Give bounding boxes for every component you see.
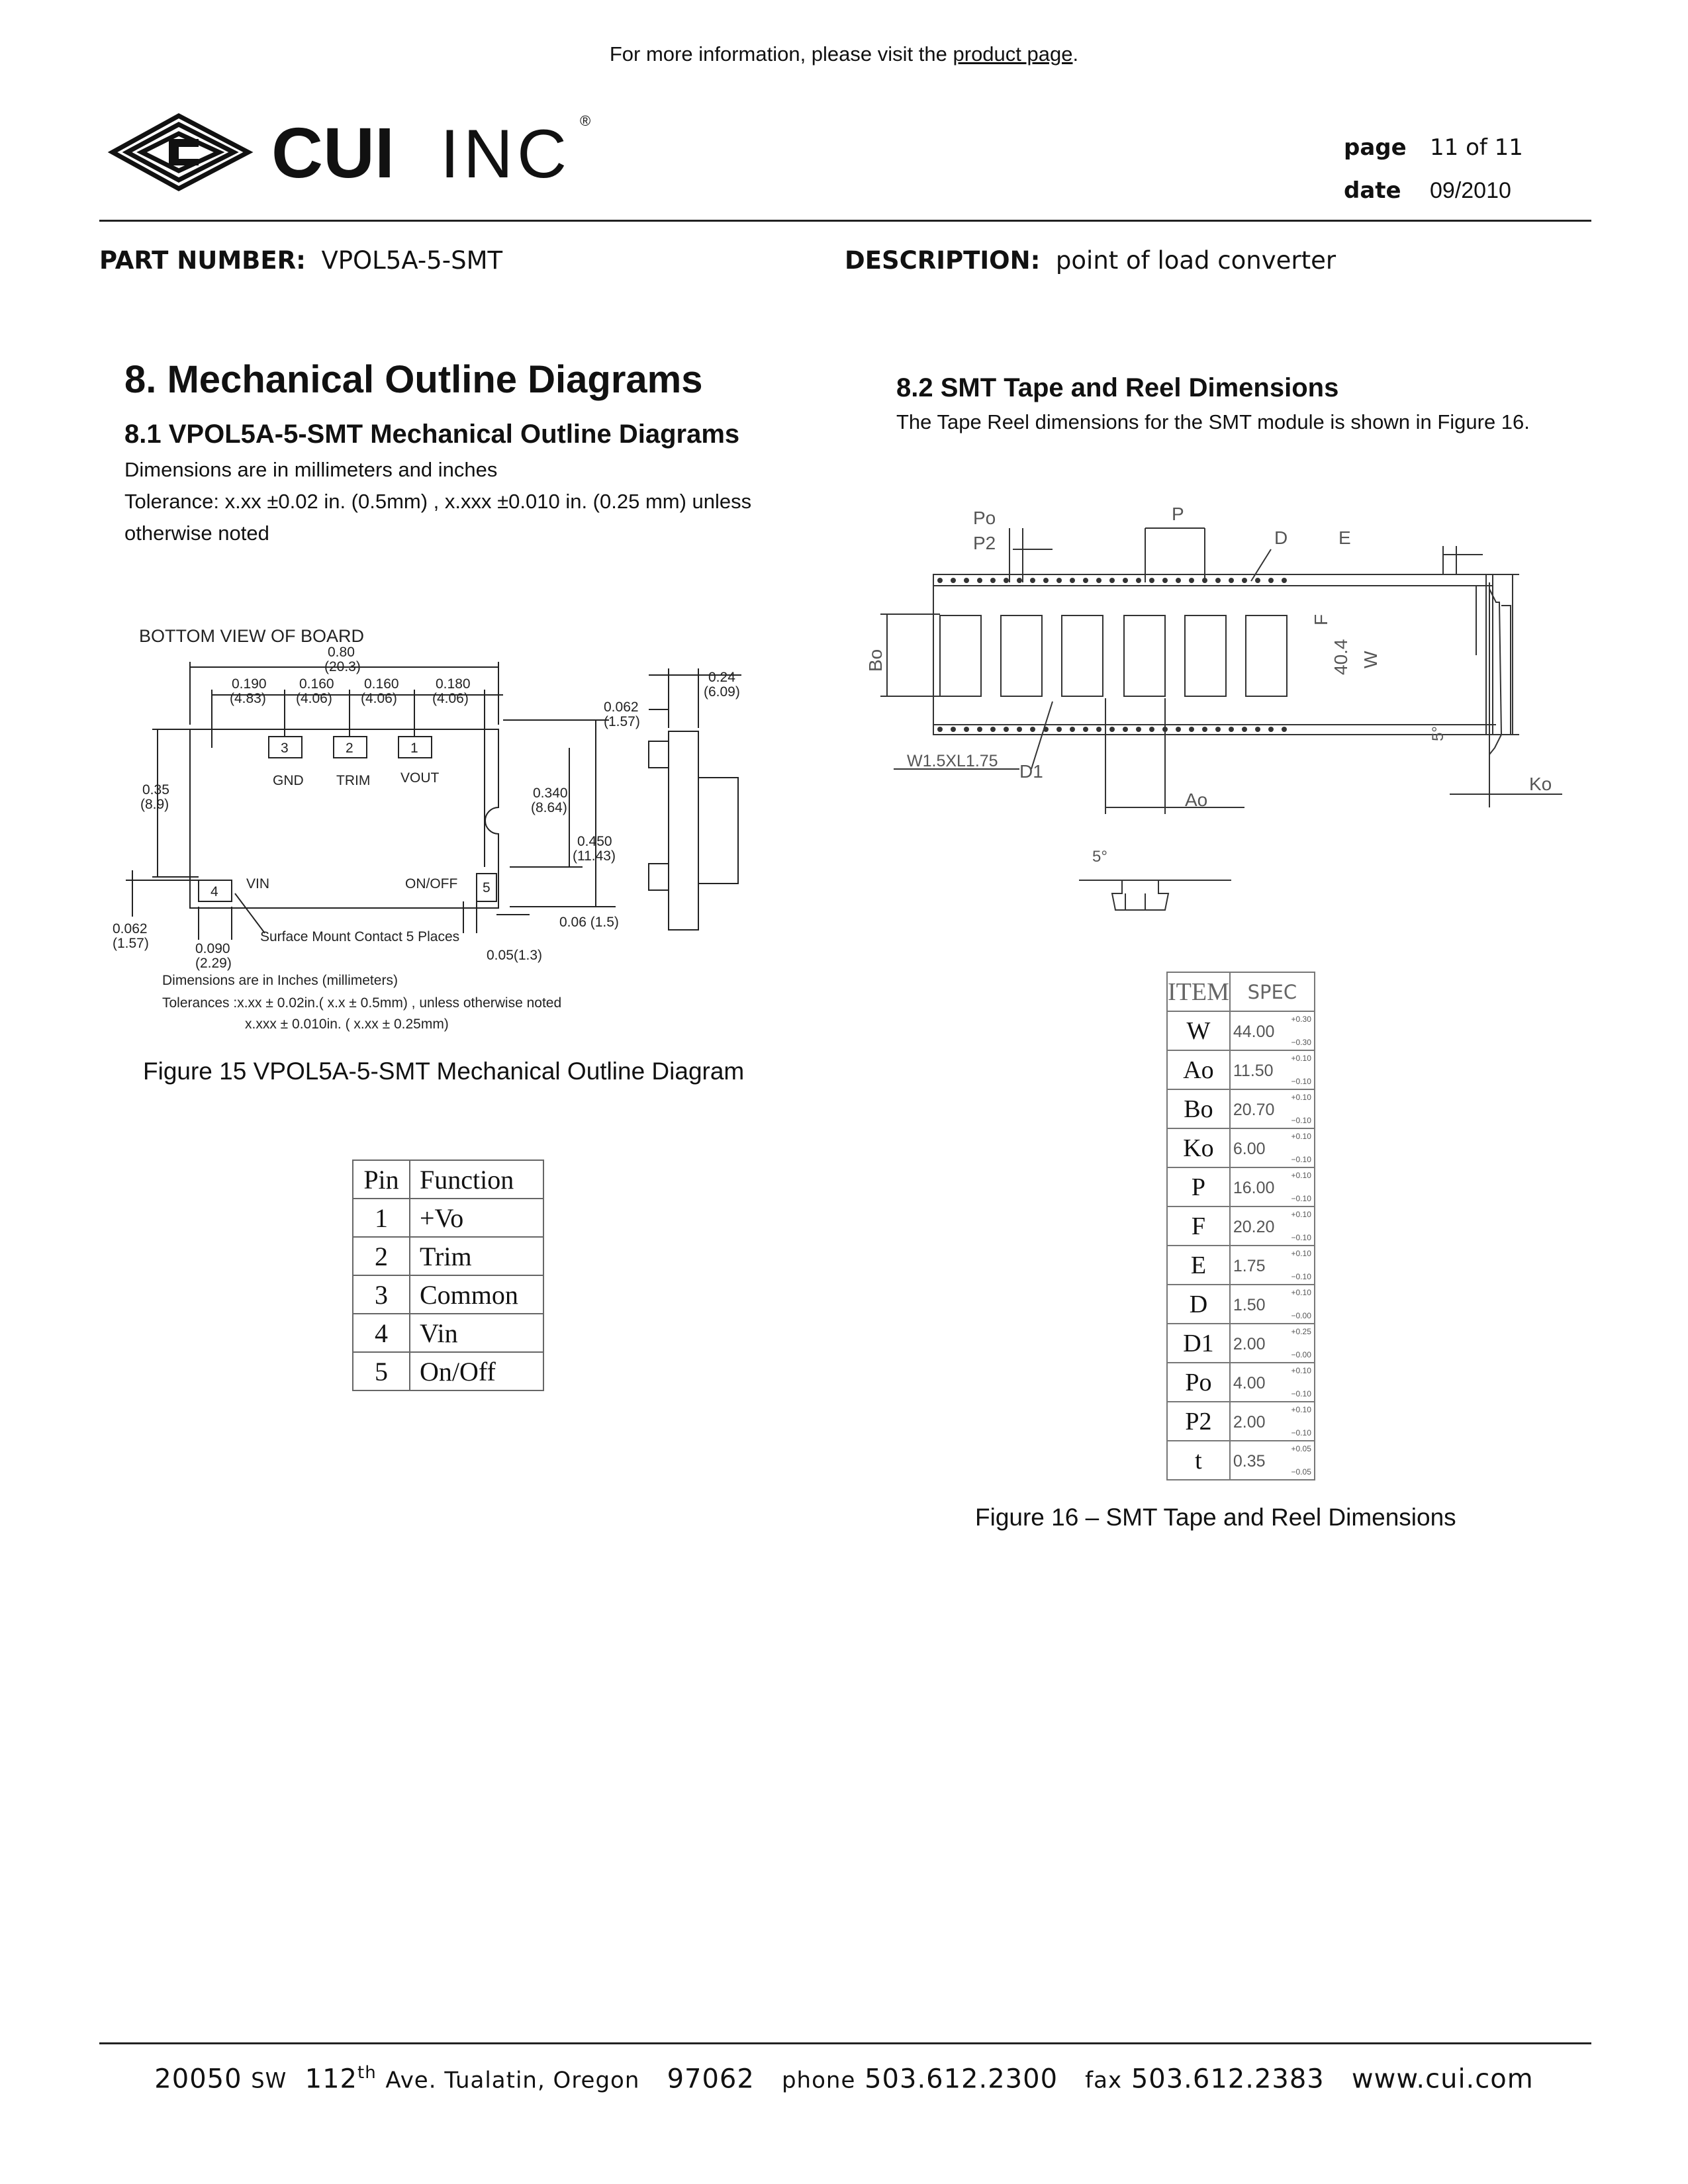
dim-label: 0.062	[113, 921, 148, 936]
table-cell: Trim	[410, 1237, 543, 1275]
spec-item: Ao	[1167, 1050, 1230, 1089]
spec-tol-plus: +0.30	[1291, 1015, 1311, 1024]
dim-label: 0.05(1.3)	[487, 948, 543, 963]
tape-spec-table	[1166, 972, 1315, 1480]
footer-street-dir: SW	[251, 2068, 287, 2093]
section-8-2-title: 8.2 SMT Tape and Reel Dimensions	[896, 373, 1339, 402]
spec-value: 2.00	[1233, 1413, 1266, 1432]
pin-number: 5	[483, 880, 491, 895]
tape-dim-label: 5°	[1429, 726, 1447, 741]
spec-value: 4.00	[1233, 1374, 1266, 1392]
mechanical-outline-diagram	[106, 615, 801, 1046]
spec-tol-plus: +0.10	[1291, 1171, 1311, 1180]
spec-value: 6.00	[1233, 1140, 1266, 1158]
spec-item: P2	[1167, 1402, 1230, 1441]
spec-item: Ko	[1167, 1128, 1230, 1167]
table-cell: 4	[353, 1314, 410, 1352]
spec-tol-minus: −0.10	[1291, 1116, 1311, 1125]
table-header: SPEC	[1230, 972, 1315, 1011]
footer-city: Ave. Tualatin, Oregon	[385, 2067, 640, 2094]
table-header-row	[353, 1160, 543, 1199]
spec-tol-minus: −0.10	[1291, 1077, 1311, 1086]
table-cell: Common	[410, 1275, 543, 1314]
table-header: Function	[410, 1160, 543, 1199]
pin-label-trim: TRIM	[336, 773, 371, 788]
dim-label: 0.160	[299, 676, 334, 692]
spec-tol-minus: −0.10	[1291, 1194, 1311, 1203]
dim-label: (4.06)	[296, 691, 332, 706]
spec-tol-plus: +0.10	[1291, 1405, 1311, 1414]
spec-value-cell	[1230, 1441, 1315, 1480]
spec-item: t	[1167, 1441, 1230, 1480]
footer-street-number: 20050	[154, 2064, 242, 2095]
figure-16-caption: Figure 16 – SMT Tape and Reel Dimensions	[975, 1504, 1456, 1531]
spec-tol-minus: −0.10	[1291, 1155, 1311, 1164]
description-value: point of load converter	[1055, 246, 1336, 275]
spec-value-cell	[1230, 1128, 1315, 1167]
section-title: 8. Mechanical Outline Diagrams	[124, 358, 703, 401]
tape-dim-label: W	[1360, 651, 1381, 668]
spec-tol-plus: +0.10	[1291, 1366, 1311, 1375]
spec-value-cell	[1230, 1050, 1315, 1089]
spec-value: 1.75	[1233, 1257, 1266, 1275]
dim-label: (8.64)	[531, 800, 567, 815]
spec-value: 11.50	[1233, 1062, 1274, 1080]
dim-label: (1.57)	[604, 714, 640, 729]
spec-item: P	[1167, 1167, 1230, 1206]
spec-value-cell	[1230, 1363, 1315, 1402]
table-cell: On/Off	[410, 1352, 543, 1390]
section-8-1-title: 8.1 VPOL5A-5-SMT Mechanical Outline Diagrams	[124, 420, 740, 449]
section-8-2-text: The Tape Reel dimensions for the SMT module is shown in Figure 16.	[896, 410, 1530, 433]
table-row	[1167, 1246, 1315, 1285]
spec-item: D	[1167, 1285, 1230, 1324]
page-date	[1344, 177, 1511, 204]
dim-label: (1.57)	[113, 936, 149, 951]
cui-logo	[106, 99, 596, 205]
dim-label: 0.35	[142, 782, 169, 797]
dim-label: 0.06 (1.5)	[559, 915, 619, 930]
tape-dim-label: W1.5XL1.75	[907, 752, 998, 770]
spec-tol-plus: +0.10	[1291, 1093, 1311, 1102]
footer-phone: 503.612.2300	[865, 2064, 1058, 2095]
tape-dim-label: 5°	[1092, 848, 1107, 866]
footer-fax: 503.612.2383	[1131, 2064, 1325, 2095]
spec-item: W	[1167, 1011, 1230, 1050]
dim-label: (11.43)	[573, 848, 616, 864]
tape-outline	[933, 574, 1493, 735]
spec-tol-minus: −0.10	[1291, 1233, 1311, 1242]
spec-tol-plus: +0.05	[1291, 1444, 1311, 1453]
dim-label: (2.29)	[195, 956, 232, 971]
spec-value-cell	[1230, 1285, 1315, 1324]
footer-sup: th	[357, 2063, 377, 2083]
dim-label: 0.160	[364, 676, 399, 692]
product-info-banner	[0, 42, 1688, 66]
tape-dim-label: Po	[973, 508, 996, 528]
table-row	[353, 1275, 543, 1314]
spec-tol-plus: +0.10	[1291, 1132, 1311, 1141]
spec-tol-minus: −0.00	[1291, 1311, 1311, 1320]
table-row	[1167, 1050, 1315, 1089]
spec-value: 2.00	[1233, 1335, 1266, 1353]
table-row	[1167, 1285, 1315, 1324]
bottom-view-label: BOTTOM VIEW OF BOARD	[139, 626, 365, 646]
pin-number: 3	[281, 741, 289, 756]
tape-dim-label: D1	[1019, 761, 1043, 782]
table-row	[1167, 1128, 1315, 1167]
surface-mount-note: Surface Mount Contact 5 Places	[260, 929, 460, 944]
tape-dim-label: P2	[973, 533, 996, 553]
spec-value-cell	[1230, 1324, 1315, 1363]
footer-website-link[interactable]: www.cui.com	[1351, 2064, 1534, 2095]
table-header-row	[1167, 972, 1315, 1011]
drawing-note: Dimensions are in Inches (millimeters)	[162, 973, 398, 988]
pin-label-gnd: GND	[273, 773, 304, 788]
dim-label: (4.83)	[230, 691, 266, 706]
tape-dim-label: Bo	[865, 649, 886, 672]
dim-label: (6.09)	[704, 684, 740, 700]
spec-tol-plus: +0.10	[1291, 1249, 1311, 1258]
cui-logo-mark	[106, 99, 596, 205]
dim-label: 0.24	[708, 670, 735, 685]
table-row	[1167, 1167, 1315, 1206]
spec-item: D1	[1167, 1324, 1230, 1363]
spec-tol-plus: +0.10	[1291, 1054, 1311, 1063]
spec-tol-plus: +0.10	[1291, 1210, 1311, 1219]
header-rule	[99, 220, 1591, 222]
pin-number: 2	[346, 741, 353, 756]
spec-value: 20.20	[1233, 1218, 1275, 1236]
table-cell: 5	[353, 1352, 410, 1390]
section-8-1-text	[124, 454, 751, 549]
table-cell: 2	[353, 1237, 410, 1275]
dim-label: 0.80	[328, 645, 355, 660]
table-cell: 1	[353, 1199, 410, 1237]
spec-value-cell	[1230, 1402, 1315, 1441]
table-cell: 3	[353, 1275, 410, 1314]
tape-dim-label: Ao	[1185, 790, 1208, 810]
spec-tol-plus: +0.10	[1291, 1288, 1311, 1297]
part-number	[99, 246, 502, 275]
part-number-label: PART NUMBER:	[99, 246, 306, 275]
table-row	[1167, 1402, 1315, 1441]
dimensions-note: Dimensions are in millimeters and inches	[124, 458, 498, 481]
logo-cui-text: CUI	[271, 113, 395, 193]
part-number-value: VPOL5A-5-SMT	[321, 246, 503, 275]
table-row	[1167, 1206, 1315, 1246]
table-row	[1167, 1441, 1315, 1480]
table-row	[1167, 1089, 1315, 1128]
dim-label: 0.190	[232, 676, 267, 692]
tape-dim-label: F	[1311, 614, 1331, 625]
page-number	[1344, 134, 1523, 161]
dim-label: 0.180	[436, 676, 471, 692]
figure-15-caption: Figure 15 VPOL5A-5-SMT Mechanical Outline Diagram	[143, 1058, 745, 1085]
description	[845, 246, 1336, 275]
table-row	[1167, 1324, 1315, 1363]
spec-item: E	[1167, 1246, 1230, 1285]
table-row	[353, 1237, 543, 1275]
table-header: Pin	[353, 1160, 410, 1199]
spec-value-cell	[1230, 1167, 1315, 1206]
pin-number: 4	[211, 884, 218, 899]
page-value: 11 of 11	[1430, 134, 1523, 161]
banner-text: For more information, please visit the	[609, 42, 947, 66]
dim-label: 0.090	[195, 941, 230, 956]
table-header: ITEM	[1167, 972, 1230, 1011]
table-row	[353, 1314, 543, 1352]
spec-value: 1.50	[1233, 1296, 1266, 1314]
spec-value: 44.00	[1233, 1023, 1275, 1041]
spec-tol-minus: −0.00	[1291, 1350, 1311, 1359]
pin-label-vin: VIN	[246, 876, 270, 891]
product-page-link[interactable]: product page	[953, 42, 1073, 66]
footer-street-num: 112	[305, 2064, 358, 2095]
drawing-note: Tolerances :x.xx ± 0.02in.( x.x ± 0.5mm) , unless otherwise noted	[162, 995, 562, 1011]
spec-tol-plus: +0.25	[1291, 1327, 1311, 1336]
tape-dim-label: 40.4	[1331, 639, 1351, 675]
spec-value: 20.70	[1233, 1101, 1275, 1119]
logo-inc-text: INC	[440, 116, 571, 193]
table-cell: +Vo	[410, 1199, 543, 1237]
description-label: DESCRIPTION:	[845, 246, 1041, 275]
pin-function-table	[352, 1160, 544, 1391]
dim-label: 0.450	[577, 834, 612, 849]
spec-item: F	[1167, 1206, 1230, 1246]
table-row	[1167, 1011, 1315, 1050]
tape-dim-label: E	[1338, 527, 1351, 548]
date-label: date	[1344, 177, 1401, 204]
table-cell: Vin	[410, 1314, 543, 1352]
registered-mark: ®	[580, 113, 591, 129]
dim-label: (8.9)	[140, 797, 169, 812]
dim-label: (20.3)	[324, 659, 361, 674]
spec-value: 16.00	[1233, 1179, 1275, 1197]
dim-label: (4.06)	[432, 691, 469, 706]
page-label: page	[1344, 134, 1407, 161]
footer-rule	[99, 2042, 1591, 2044]
spec-value-cell	[1230, 1206, 1315, 1246]
table-row	[1167, 1363, 1315, 1402]
footer-fax-label: fax	[1085, 2067, 1123, 2094]
drawing-note: x.xxx ± 0.010in. ( x.xx ± 0.25mm)	[245, 1017, 449, 1032]
table-row	[353, 1352, 543, 1390]
pin-label-onoff: ON/OFF	[405, 876, 458, 891]
tolerance-note: Tolerance: x.xx ±0.02 in. (0.5mm) , x.xxx ±0.010 in. (0.25 mm) unless	[124, 490, 752, 513]
footer-phone-label: phone	[781, 2067, 856, 2094]
spec-tol-minus: −0.30	[1291, 1038, 1311, 1047]
pin-label-vout: VOUT	[400, 770, 440, 786]
spec-value-cell	[1230, 1246, 1315, 1285]
spec-value-cell	[1230, 1011, 1315, 1050]
date-value: 09/2010	[1430, 178, 1511, 203]
tolerance-note-cont: otherwise noted	[124, 522, 269, 545]
table-row	[353, 1199, 543, 1237]
dim-label: (4.06)	[361, 691, 397, 706]
spec-tol-minus: −0.05	[1291, 1467, 1311, 1477]
spec-tol-minus: −0.10	[1291, 1428, 1311, 1437]
tape-dim-label: D	[1274, 527, 1288, 548]
spec-item: Bo	[1167, 1089, 1230, 1128]
tape-reel-diagram	[861, 496, 1609, 920]
tape-dim-label: P	[1172, 504, 1184, 524]
banner-suffix: .	[1072, 42, 1079, 66]
footer-address	[0, 2063, 1688, 2094]
tape-dim-label: Ko	[1529, 774, 1552, 794]
spec-value-cell	[1230, 1089, 1315, 1128]
dim-label: 0.062	[604, 700, 639, 715]
spec-tol-minus: −0.10	[1291, 1272, 1311, 1281]
dim-label: 0.340	[533, 786, 568, 801]
spec-item: Po	[1167, 1363, 1230, 1402]
footer-zip: 97062	[667, 2064, 755, 2095]
spec-value: 0.35	[1233, 1452, 1266, 1471]
pin-number: 1	[410, 741, 418, 756]
spec-tol-minus: −0.10	[1291, 1389, 1311, 1398]
